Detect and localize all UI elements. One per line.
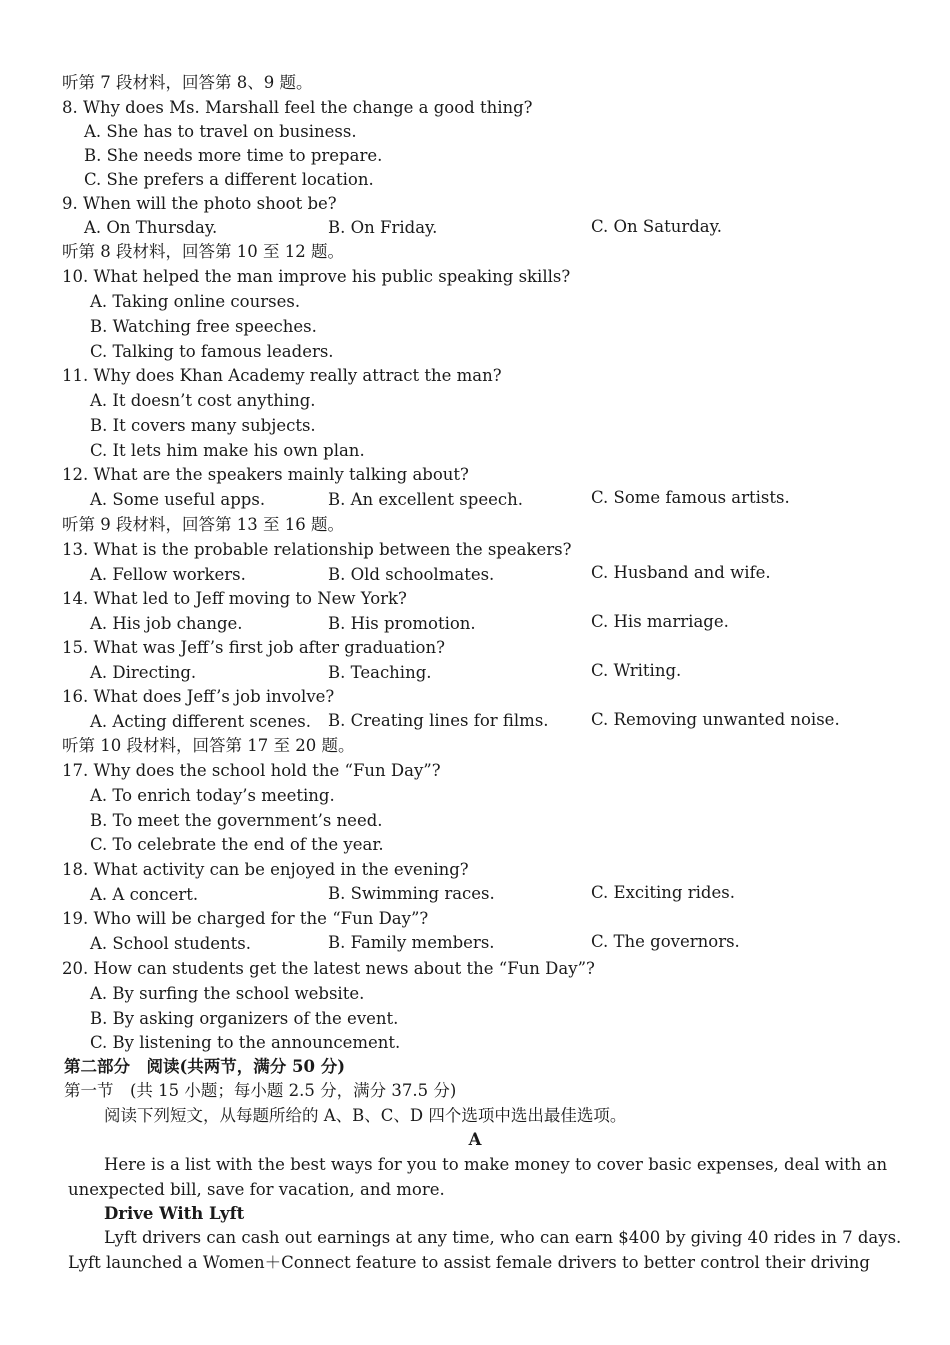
option-a: A. Taking online courses. — [90, 292, 301, 311]
instruction: 阅读下列短文，从每题所给的 A、B、C、D 四个选项中选出最佳选项。 — [104, 1106, 627, 1125]
option-c: C. Talking to famous leaders. — [90, 342, 334, 361]
option-c: C. Exciting rides. — [591, 883, 735, 902]
section-heading: 听第 8 段材料，回答第 10 至 12 题。 — [62, 242, 344, 261]
question-stem: 19. Who will be charged for the “Fun Day”? — [62, 909, 429, 928]
question-stem: 9. When will the photo shoot be? — [62, 194, 337, 213]
option-a: A. His job change. — [90, 614, 243, 633]
option-a: A. On Thursday. — [84, 218, 218, 237]
option-c: C. Husband and wife. — [591, 563, 771, 582]
option-a: A. By surfing the school website. — [90, 984, 365, 1003]
option-b: B. Family members. — [328, 933, 495, 952]
question-stem: 14. What led to Jeff moving to New York? — [62, 589, 407, 608]
section-heading: 听第 10 段材料，回答第 17 至 20 题。 — [62, 736, 355, 755]
option-c: C. The governors. — [591, 932, 740, 951]
option-b: B. Old schoolmates. — [328, 565, 495, 584]
question-stem: 20. How can students get the latest news about the “Fun Day”? — [62, 959, 595, 978]
subheading: Drive With Lyft — [104, 1204, 245, 1223]
option-a: A. She has to travel on business. — [84, 122, 357, 141]
question-stem: 17. Why does the school hold the “Fun Day”? — [62, 761, 441, 780]
paragraph-line: Lyft launched a Women＋Connect feature to assist female drivers to better control their driving — [68, 1253, 870, 1272]
option-a: A. School students. — [90, 934, 251, 953]
paragraph-line: unexpected bill, save for vacation, and more. — [68, 1180, 445, 1199]
option-b: B. It covers many subjects. — [90, 416, 316, 435]
option-b: B. By asking organizers of the event. — [90, 1009, 399, 1028]
option-c: C. Some famous artists. — [591, 488, 790, 507]
passage-label: A — [468, 1130, 482, 1149]
option-a: A. It doesn’t cost anything. — [90, 391, 316, 410]
option-c: C. To celebrate the end of the year. — [90, 835, 384, 854]
option-b: B. His promotion. — [328, 614, 476, 633]
option-b: B. An excellent speech. — [328, 490, 523, 509]
section-heading: 听第 9 段材料，回答第 13 至 16 题。 — [62, 515, 344, 534]
option-b: B. To meet the government’s need. — [90, 811, 383, 830]
part-title: 第二部分 阅读(共两节，满分 50 分) — [64, 1057, 346, 1076]
question-stem: 13. What is the probable relationship between the speakers? — [62, 540, 572, 559]
paragraph-line: Lyft drivers can cash out earnings at any time, who can earn $400 by giving 40 rides in 7 days. — [104, 1228, 902, 1247]
paragraph-line: Here is a list with the best ways for you to make money to cover basic expenses, deal with an — [104, 1155, 888, 1174]
question-stem: 8. Why does Ms. Marshall feel the change a good thing? — [62, 98, 533, 117]
option-b: B. On Friday. — [328, 218, 438, 237]
option-b: B. She needs more time to prepare. — [84, 146, 383, 165]
option-c: C. On Saturday. — [591, 217, 722, 236]
option-a: A. Fellow workers. — [90, 565, 246, 584]
question-stem: 11. Why does Khan Academy really attract the man? — [62, 366, 502, 385]
option-b: B. Teaching. — [328, 663, 432, 682]
option-a: A. Some useful apps. — [90, 490, 266, 509]
question-stem: 10. What helped the man improve his public speaking skills? — [62, 267, 571, 286]
question-stem: 16. What does Jeff’s job involve? — [62, 687, 335, 706]
option-b: B. Swimming races. — [328, 884, 495, 903]
question-stem: 15. What was Jeff’s first job after graduation? — [62, 638, 445, 657]
question-stem: 18. What activity can be enjoyed in the evening? — [62, 860, 469, 879]
option-c: C. By listening to the announcement. — [90, 1033, 401, 1052]
question-stem: 12. What are the speakers mainly talking about? — [62, 465, 469, 484]
option-c: C. It lets him make his own plan. — [90, 441, 365, 460]
option-c: C. Removing unwanted noise. — [591, 710, 840, 729]
option-b: B. Watching free speeches. — [90, 317, 317, 336]
option-b: B. Creating lines for films. — [328, 711, 549, 730]
option-c: C. Writing. — [591, 661, 682, 680]
option-a: A. Acting different scenes. — [90, 712, 311, 731]
option-a: A. To enrich today’s meeting. — [90, 786, 335, 805]
option-c: C. His marriage. — [591, 612, 729, 631]
option-a: A. Directing. — [90, 663, 197, 682]
section-heading: 听第 7 段材料，回答第 8、9 题。 — [62, 73, 313, 92]
option-a: A. A concert. — [90, 885, 199, 904]
option-c: C. She prefers a different location. — [84, 170, 374, 189]
section-title: 第一节 (共 15 小题；每小题 2.5 分，满分 37.5 分) — [64, 1081, 457, 1100]
